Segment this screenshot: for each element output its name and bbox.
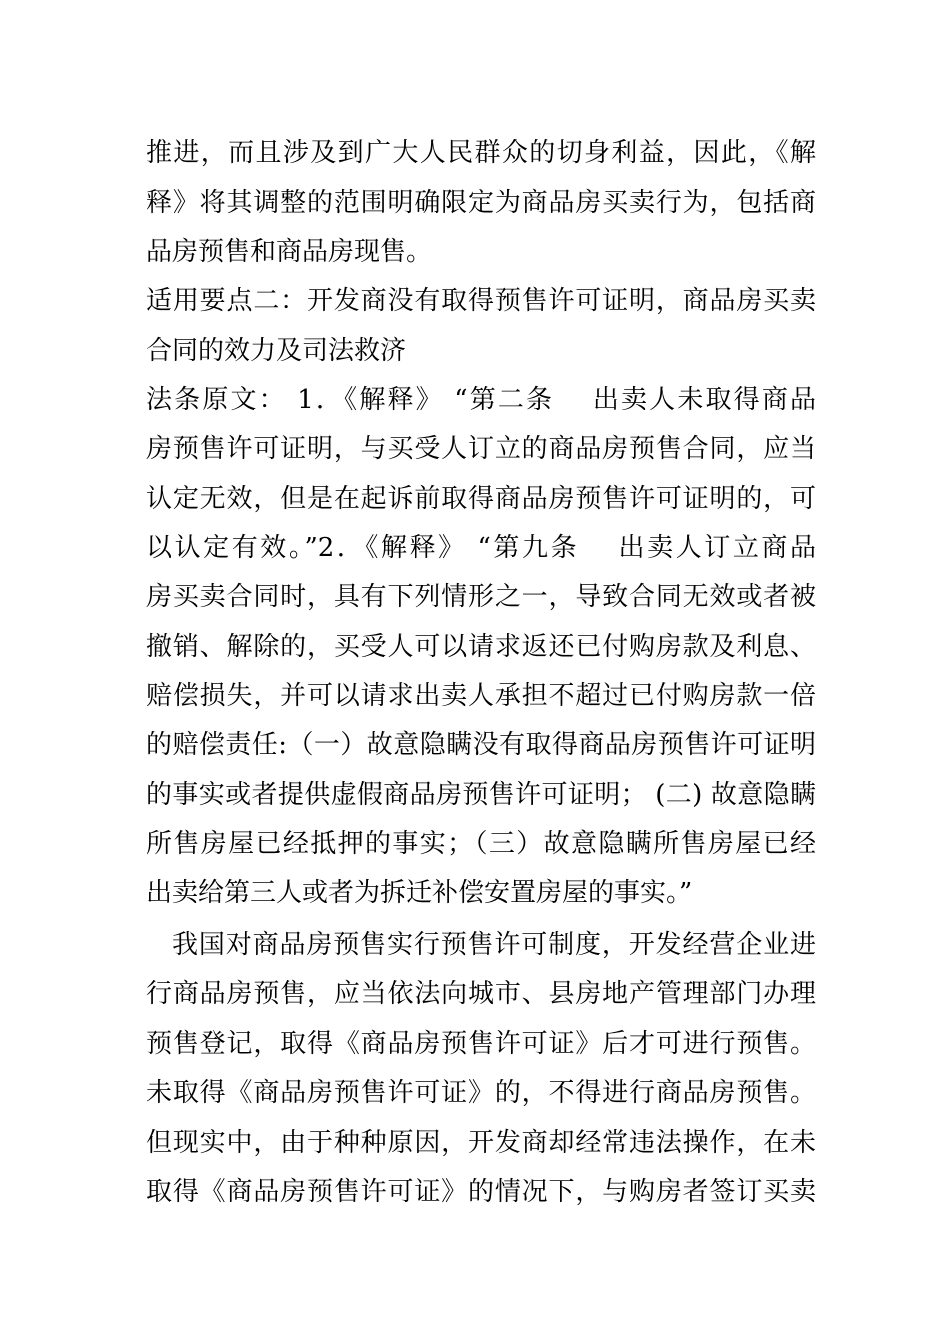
section-heading: 合同的效力及司法救济 — [146, 336, 407, 366]
text-line: 房预售许可证明，与买受人订立的商品房预售合同，应当 — [146, 434, 816, 464]
paragraph-first-line: 我国对商品房预售实行预售许可制度，开发经营企业进 — [172, 930, 816, 960]
text-line: 的事实或者提供虚假商品房预售许可证明； (二) 故意隐瞒 — [146, 780, 816, 810]
text-line: 撤销、解除的，买受人可以请求返还已付购房款及利息、 — [146, 632, 816, 662]
text-line: 所售房屋已经抵押的事实；（三）故意隐瞒所售房屋已经 — [146, 829, 816, 859]
text-line: 出卖给第三人或者为拆迁补偿安置房屋的事实。” — [146, 878, 693, 908]
text-line: 品房预售和商品房现售。 — [146, 237, 433, 267]
text-line: 的赔偿责任:（一）故意隐瞒没有取得商品房预售许可证明 — [146, 730, 816, 760]
text-line: 以认定有效。”2．《解释》 “第九条 出卖人订立商品 — [146, 533, 816, 563]
text-line: 赔偿损失，并可以请求出卖人承担不超过已付购房款一倍 — [146, 681, 816, 711]
text-line: 房买卖合同时，具有下列情形之一，导致合同无效或者被 — [146, 582, 816, 612]
text-line: 行商品房预售，应当依法向城市、县房地产管理部门办理 — [146, 979, 816, 1009]
text-line: 未取得《商品房预售许可证》的，不得进行商品房预售。 — [146, 1078, 816, 1108]
text-line: 但现实中，由于种种原因，开发商却经常违法操作，在未 — [146, 1128, 816, 1158]
text-line: 释》将其调整的范围明确限定为商品房买卖行为，包括商 — [146, 188, 816, 218]
text-line: 法条原文： 1．《解释》 “第二条 出卖人未取得商品 — [146, 385, 816, 415]
text-line: 推进，而且涉及到广大人民群众的切身利益，因此，《解 — [146, 138, 816, 168]
text-line: 预售登记，取得《商品房预售许可证》后才可进行预售。 — [146, 1029, 816, 1059]
text-line: 认定无效，但是在起诉前取得商品房预售许可证明的，可 — [146, 484, 816, 514]
text-line: 取得《商品房预售许可证》的情况下，与购房者签订买卖 — [146, 1177, 816, 1207]
section-heading: 适用要点二：开发商没有取得预售许可证明，商品房买卖 — [146, 286, 816, 316]
